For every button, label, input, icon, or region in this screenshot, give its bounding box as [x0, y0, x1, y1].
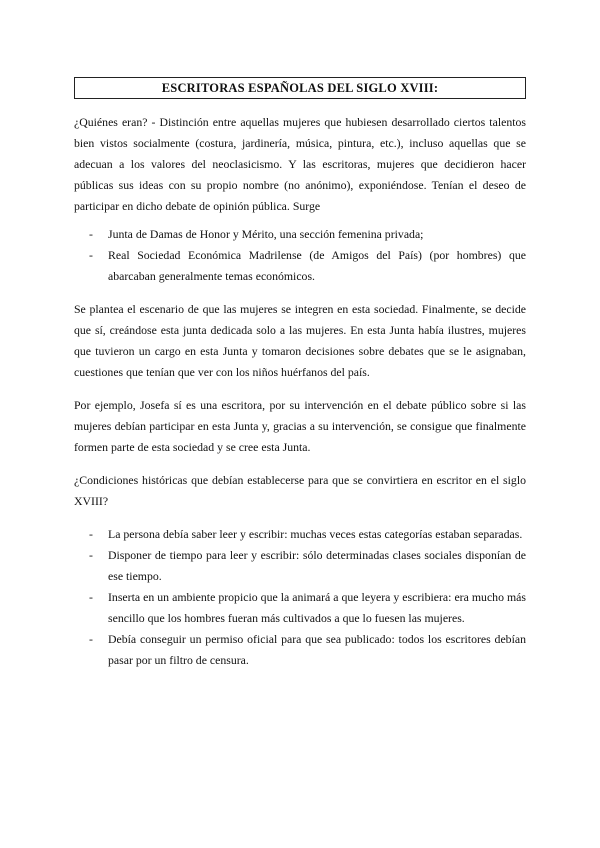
list-item: [74, 245, 526, 287]
institutions-list: [74, 224, 526, 287]
list-item-text: Real Sociedad Económica Madrilense (de Amigos del País) (por hombres) que abarcaban generalmente temas económicos.: [108, 248, 526, 283]
dash-bullet: -: [89, 632, 93, 646]
list-item: [74, 587, 526, 629]
dash-bullet: -: [89, 227, 93, 241]
list-item: [74, 629, 526, 671]
list-item-text: La persona debía saber leer y escribir: muchas veces estas categorías estaban separadas.: [108, 527, 523, 541]
josefa-paragraph: Por ejemplo, Josefa sí es una escritora, por su intervención en el debate público sobre si las mujeres debían participar en esta Junta y, gracias a su intervención, se consigue que finalmente formen parte de esta sociedad y se cree esta Junta.: [74, 398, 526, 454]
dash-bullet: -: [89, 548, 93, 562]
conditions-question: ¿Condiciones históricas que debían establecerse para que se convirtiera en escritor en el siglo XVIII?: [74, 473, 526, 508]
list-item-text: Junta de Damas de Honor y Mérito, una sección femenina privada;: [108, 227, 424, 241]
dash-bullet: -: [89, 248, 93, 262]
list-item-text: Disponer de tiempo para leer y escribir: sólo determinadas clases sociales disponían de ese tiempo.: [108, 548, 526, 583]
junta-paragraph: Se plantea el escenario de que las mujeres se integren en esta sociedad. Finalmente, se decide que sí, creándose esta junta dedicada solo a las mujeres. En esta Junta había ilustres, mujeres que tuvieron un cargo en esta Junta y tomaron decisiones sobre debates que se le asignaban, cuestiones que tenían que ver con los niños huérfanos del país.: [74, 302, 526, 379]
page-title: ESCRITORAS ESPAÑOLAS DEL SIGLO XVIII:: [74, 77, 526, 99]
list-item-text: Debía conseguir un permiso oficial para que sea publicado: todos los escritores debían pasar por un filtro de censura.: [108, 632, 526, 667]
document-body: [74, 112, 526, 671]
dash-bullet: -: [89, 590, 93, 604]
list-item: [74, 524, 526, 545]
intro-paragraph: ¿Quiénes eran? - Distinción entre aquellas mujeres que hubiesen desarrollado ciertos talentos bien vistos socialmente (costura, jardinería, música, pintura, etc.), incluso aquellas que se adecuan a los valores del neoclasicismo. Y las escritoras, mujeres que decidieron hacer públicas sus ideas con su propio nombre (no anónimo), exponiéndose. Tenían el deseo de participar en dicho debate de opinión pública. Surge: [74, 115, 526, 213]
list-item-text: Inserta en un ambiente propicio que la animará a que leyera y escribiera: era mucho más sencillo que los hombres fueran más cultivados a que lo fuesen las mujeres.: [108, 590, 526, 625]
list-item: [74, 545, 526, 587]
conditions-list: [74, 524, 526, 671]
list-item: [74, 224, 526, 245]
dash-bullet: -: [89, 527, 93, 541]
